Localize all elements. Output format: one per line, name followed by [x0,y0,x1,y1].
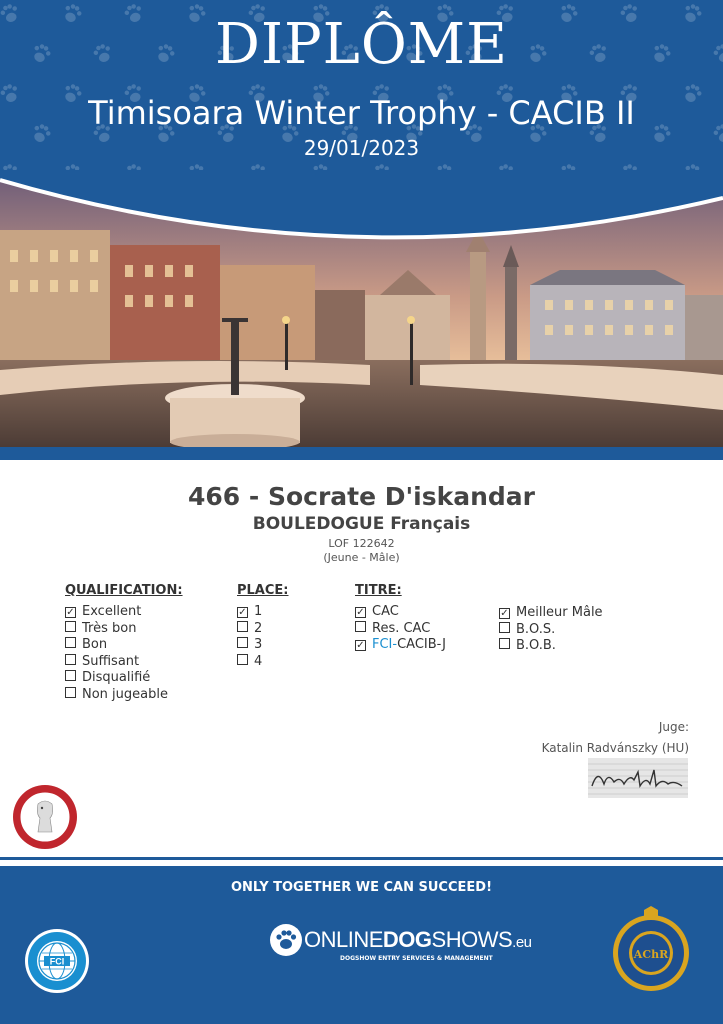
logo-text-dog: DOG [382,927,432,952]
titre-option: B.O.S. [499,622,603,639]
footer-slogan: ONLY TOGETHER WE CAN SUCCEED! [231,880,492,895]
onlinedogshows-logo [270,924,532,968]
fci-prefix: FCI- [372,637,398,653]
judge-name: Katalin Radvánszky (HU) [541,741,689,755]
event-date: 29/01/2023 [303,136,420,160]
place-section [237,583,289,670]
titre-section [355,583,446,654]
qualification-option: Bon [65,637,183,654]
qualification-option: Très bon [65,621,183,638]
checkbox-icon [65,621,76,632]
checkbox-icon: ✓ [238,607,247,618]
checkbox-icon [65,654,76,665]
titre-option: ✓ Meilleur Mâle [500,605,603,620]
dog-breed: BOULEDOGUE Français [252,514,471,534]
fci-logo-text: FCI [49,956,65,967]
event-name: Timisoara Winter Trophy - CACIB II [88,94,635,132]
place-option: ✓ 1 [238,604,263,619]
qualification-option: ✓ Excellent [66,604,142,619]
paw-icon [270,924,302,956]
qualification-option: Disqualifié [65,670,183,687]
checkbox-icon [65,637,76,648]
place-option: 3 [237,637,289,654]
titre-option: ✓ FCI-CACIB-J [356,637,446,653]
club-seal-logo [12,784,78,850]
checkbox-icon [355,621,366,632]
place-option: 4 [237,654,289,671]
qualification-option: Non jugeable [65,687,183,704]
footer-divider [0,857,723,860]
titre-heading: TITRE: [355,583,402,598]
place-list [237,604,289,670]
logo-text-online: ONLINE [304,927,383,952]
dog-name: 466 - Socrate D'iskandar [187,482,536,511]
header-divider [0,447,723,451]
fci-logo [24,928,90,994]
logo-text-tld: .eu [512,934,532,951]
judge-signature [588,758,688,798]
place-option: 2 [237,621,289,638]
checkbox-icon [237,621,248,632]
checkbox-icon: ✓ [500,608,509,619]
logo-tagline: DOGSHOW ENTRY SERVICES & MANAGEMENT [340,955,493,962]
checkbox-icon [499,622,510,633]
checkbox-icon: ✓ [356,607,365,618]
logo-text-shows: SHOWS [431,927,513,952]
checkbox-icon [237,637,248,648]
qualification-list [65,604,183,704]
checkbox-icon: ✓ [66,607,75,618]
checkbox-icon: ✓ [356,640,365,652]
titre-option: ✓ CAC [356,604,399,619]
qualification-section [65,583,183,704]
checkbox-icon [65,670,76,681]
qualification-option: Suffisant [65,654,183,671]
city-square-photo [0,170,723,450]
qualification-heading: QUALIFICATION: [65,583,183,598]
titre-section-secondary [499,605,603,655]
right-logo-text: AChR [633,948,669,961]
titre-option: B.O.B. [499,638,603,655]
titre-list [355,604,446,654]
checkbox-icon [65,687,76,698]
romanian-kennel-club-logo [610,906,692,992]
diploma-title: DIPLÔME [214,12,508,77]
judge-label: Juge: [658,720,689,734]
dog-class: (Jeune - Mâle) [323,551,400,564]
checkbox-icon [237,654,248,665]
titre-option: Res. CAC [355,621,446,638]
place-heading: PLACE: [237,583,289,598]
checkbox-icon [499,638,510,649]
registration-number: LOF 122642 [328,537,395,550]
